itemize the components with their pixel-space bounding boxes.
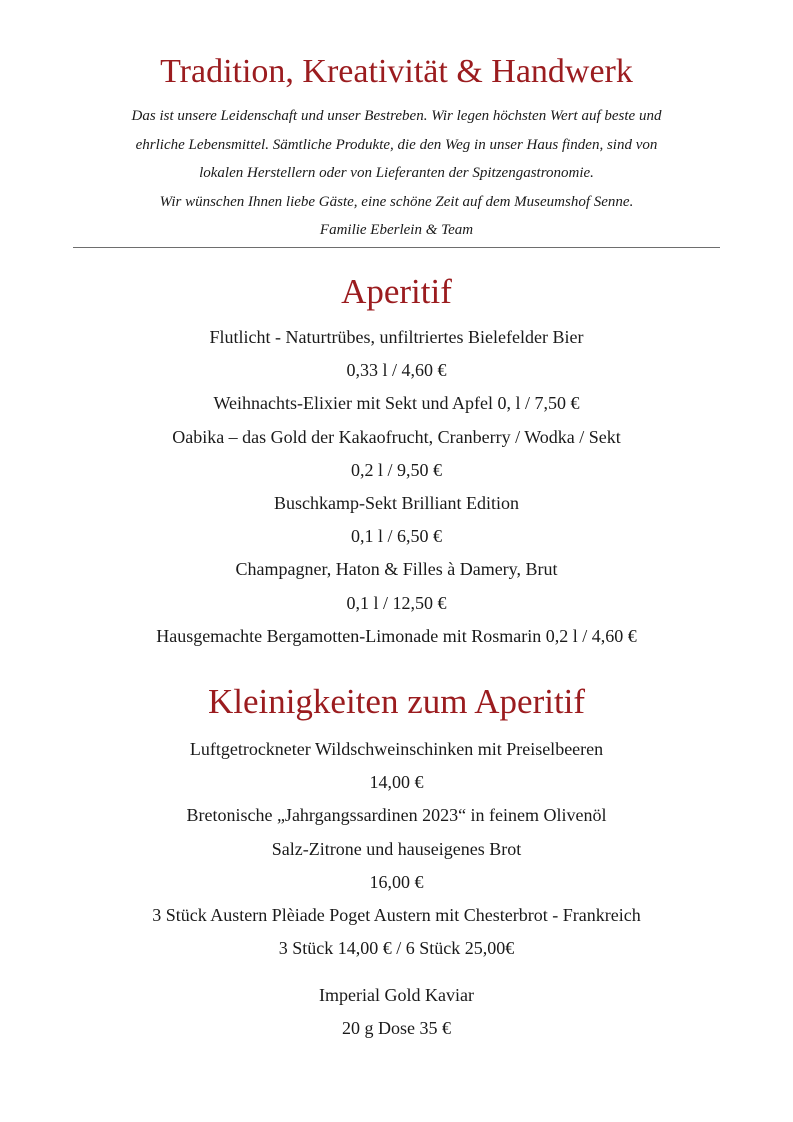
menu-price: 3 Stück 14,00 € / 6 Stück 25,00€ bbox=[278, 938, 515, 959]
menu-item: Bretonische „Jahrgangssardinen 2023“ in feinem Olivenöl bbox=[186, 805, 607, 826]
intro-signature: Familie Eberlein & Team bbox=[319, 222, 474, 238]
menu-item: Hausgemachte Bergamotten-Limonade mit Rosmarin 0,2 l / 4,60 € bbox=[156, 625, 637, 646]
menu-price: 0,1 l / 12,50 € bbox=[346, 592, 447, 613]
section-title-aperitif: Aperitif bbox=[341, 272, 452, 311]
intro-text bbox=[60, 102, 733, 245]
menu-item: 3 Stück Austern Plèiade Poget Austern mit Chesterbrot - Frankreich bbox=[152, 905, 641, 926]
kaviar-list bbox=[0, 979, 793, 1045]
menu-item: Flutlicht - Naturtrübes, unfiltriertes Bielefelder Bier bbox=[209, 327, 584, 347]
menu-price: 20 g Dose 35 € bbox=[342, 1018, 451, 1039]
menu-price: 0,1 l / 6,50 € bbox=[350, 526, 442, 547]
menu-item: Champagner, Haton & Filles à Damery, Brut bbox=[235, 559, 558, 580]
intro-line: ehrliche Lebensmittel. Sämtliche Produkte, die den Weg in unser Haus finden, sind von bbox=[135, 136, 658, 153]
menu-item-detail: Salz-Zitrone und hauseigenes Brot bbox=[271, 838, 522, 859]
menu-price: 0,33 l / 4,60 € bbox=[346, 360, 447, 381]
intro-line: lokalen Herstellern oder von Lieferanten der Spitzengastronomie. bbox=[199, 165, 594, 181]
menu-item: Buschkamp-Sekt Brilliant Edition bbox=[274, 493, 519, 514]
intro-line: Wir wünschen Ihnen liebe Gäste, eine schöne Zeit auf dem Museumshof Senne. bbox=[159, 193, 634, 210]
menu-price: 16,00 € bbox=[369, 871, 424, 892]
intro-line: Das ist unsere Leidenschaft und unser Bestreben. Wir legen höchsten Wert auf beste und bbox=[131, 108, 662, 124]
menu-price: 14,00 € bbox=[369, 772, 424, 793]
aperitif-list bbox=[0, 321, 793, 653]
divider bbox=[73, 247, 720, 248]
kleinigkeiten-list bbox=[0, 733, 793, 965]
section-title-kleinigkeiten: Kleinigkeiten zum Aperitif bbox=[207, 682, 586, 721]
menu-item: Imperial Gold Kaviar bbox=[319, 985, 474, 1005]
menu-item: Luftgetrockneter Wildschweinschinken mit Preiselbeeren bbox=[189, 739, 604, 759]
menu-price: 0,2 l / 9,50 € bbox=[350, 459, 442, 480]
page-title: Tradition, Kreativität & Handwerk bbox=[160, 53, 633, 90]
menu-item: Weihnachts-Elixier mit Sekt und Apfel 0, l / 7,50 € bbox=[213, 393, 580, 414]
menu-item: Oabika – das Gold der Kakaofrucht, Cranberry / Wodka / Sekt bbox=[172, 426, 621, 447]
